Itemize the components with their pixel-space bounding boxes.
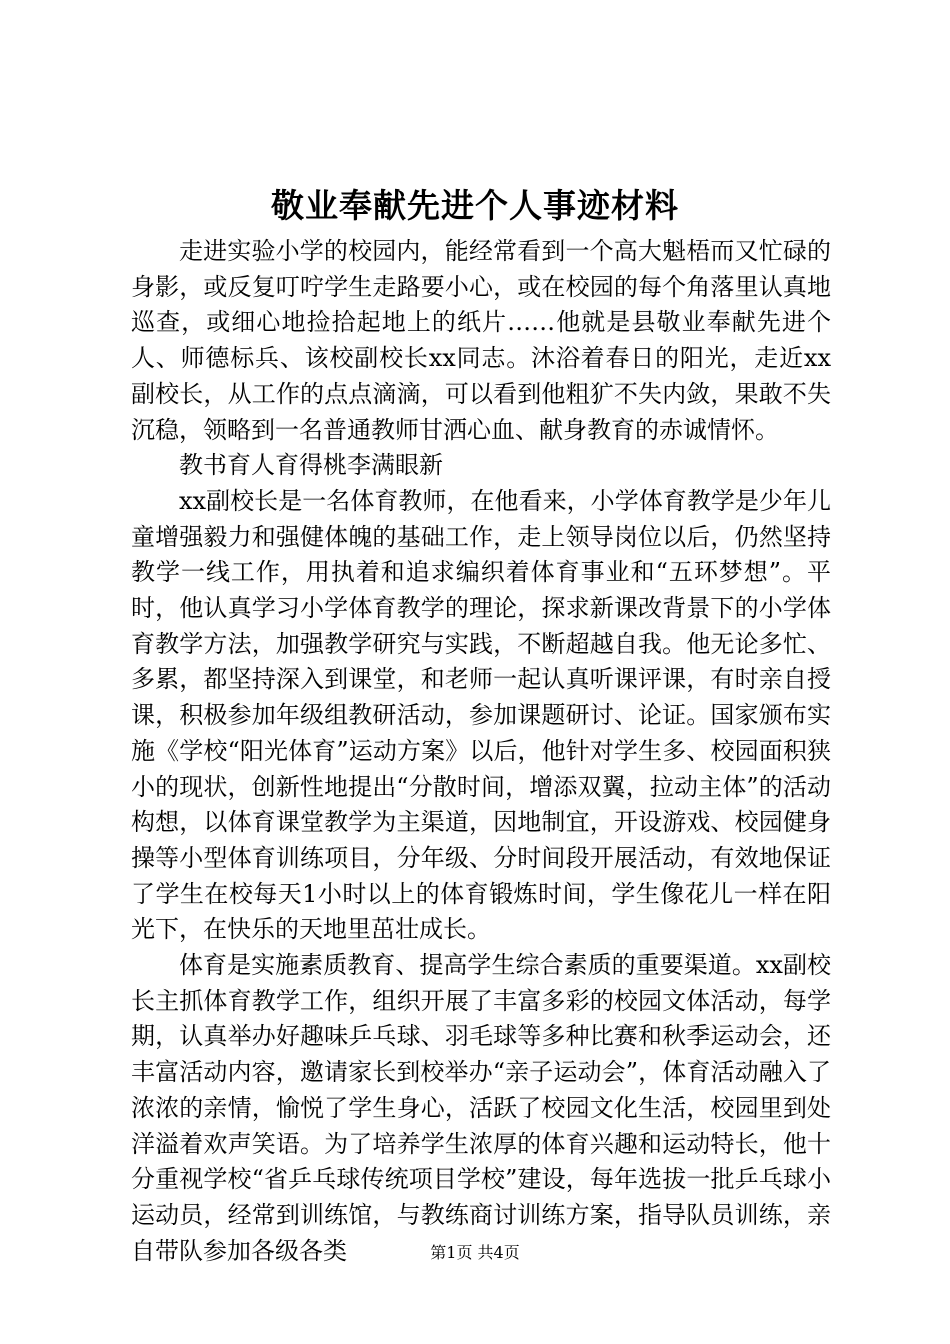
document-title: 敬业奉献先进个人事迹材料 xyxy=(271,186,679,225)
document-body xyxy=(131,234,831,1269)
page-footer: 第1页 共4页 xyxy=(430,1243,520,1262)
paragraph-sports: 体育是实施素质教育、提高学生综合素质的重要渠道。xx副校长主抓体育教学工作，组织开展了丰富多彩的校园文体活动，每学期，认真举办好趣味乒乓球、羽毛球等多种比赛和秋季运动会，还丰富活动内容，邀请家长到校举办“亲子运动会”，体育活动融入了浓浓的亲情，愉悦了学生身心，活跃了校园文化生活，校园里到处洋溢着欢声笑语。为了培养学生浓厚的体育兴趣和运动特长，他十分重视学校“省乒乓球传统项目学校”建设，每年选拔一批乒乓球小运动员，经常到训练馆，与教练商讨训练方案，指导队员训练，亲自带队参加各级各类 xyxy=(131,951,831,1265)
paragraph-teaching: xx副校长是一名体育教师，在他看来，小学体育教学是少年儿童增强毅力和强健体魄的基础工作，走上领导岗位以后，仍然坚持教学一线工作，用执着和追求编织着体育事业和“五环梦想”。平时，他认真学习小学体育教学的理论，探求新课改背景下的小学体育教学方法，加强教学研究与实践，不断超越自我。他无论多忙、多累，都坚持深入到课堂，和老师一起认真听课评课，有时亲自授课，积极参加年级组教研活动，参加课题研讨、论证。国家颁布实施《学校“阳光体育”运动方案》以后，他针对学生多、校园面积狭小的现状，创新性地提出“分散时间，增添双翼，拉动主体”的活动构想，以体育课堂教学为主渠道，因地制宜，开设游戏、校园健身操等小型体育训练项目，分年级、分时间段开展活动，有效地保证了学生在校每天1小时以上的体育锻炼时间，学生像花儿一样在阳光下，在快乐的天地里茁壮成长。 xyxy=(131,486,831,944)
paragraph-intro: 走进实验小学的校园内，能经常看到一个高大魁梧而又忙碌的身影，或反复叮咛学生走路要小心，或在校园的每个角落里认真地巡查，或细心地捡拾起地上的纸片……他就是县敬业奉献先进个人、师德标兵、该校副校长xx同志。沐浴着春日的阳光，走近xx副校长，从工作的点点滴滴，可以看到他粗犷不失内敛，果敢不失沉稳，领略到一名普通教师甘洒心血、献身教育的赤诚情怀。 xyxy=(131,237,831,444)
section-heading: 教书育人育得桃李满眼新 xyxy=(179,451,443,480)
